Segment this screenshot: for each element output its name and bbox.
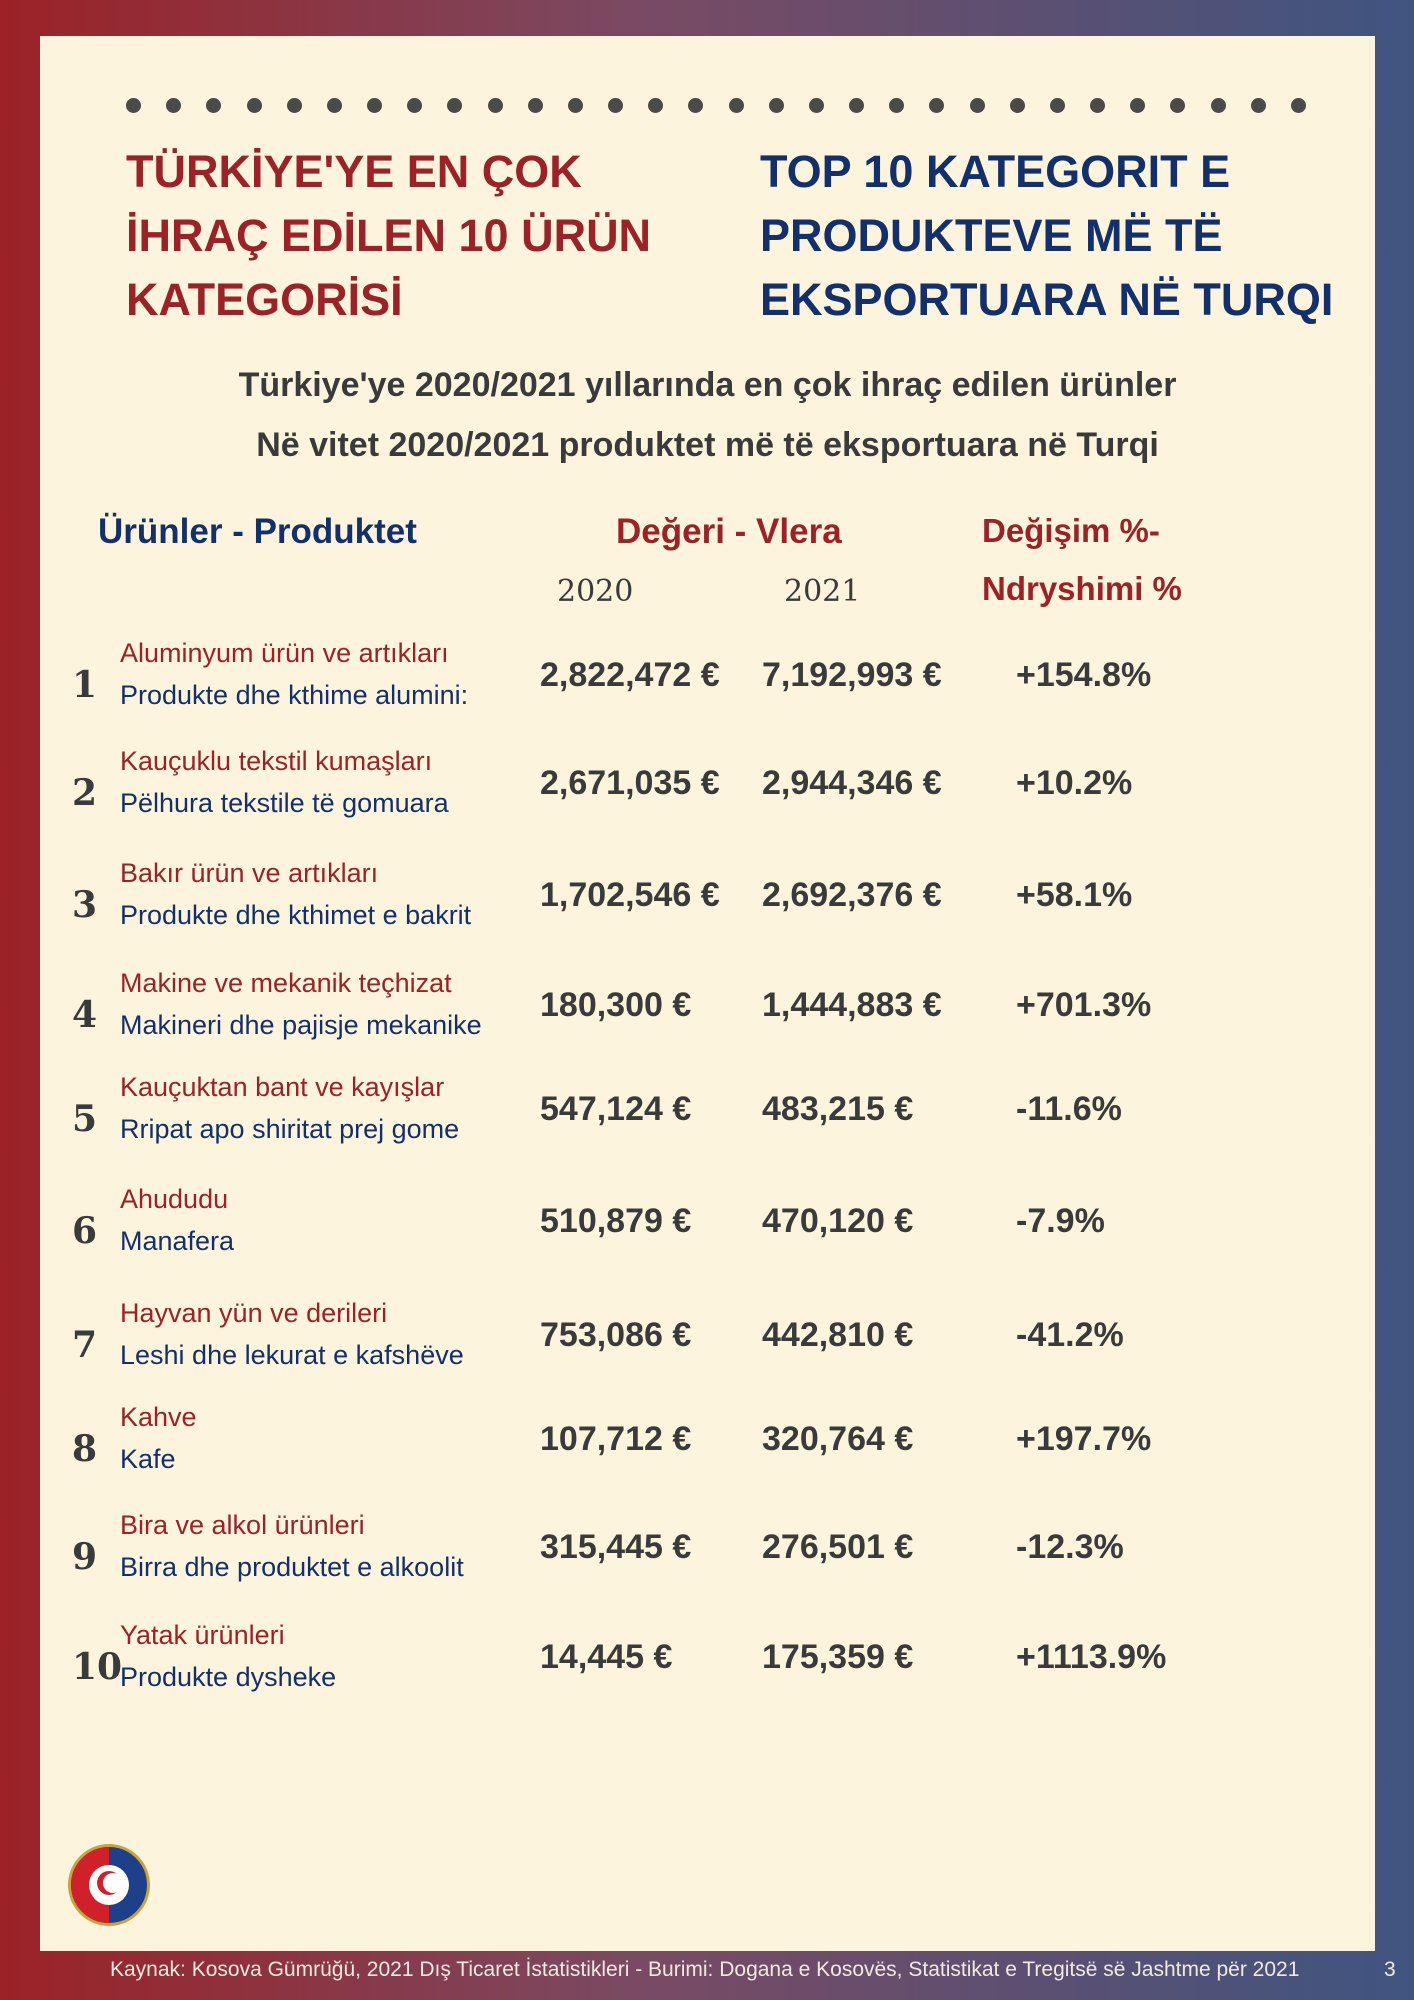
divider-dot: [688, 98, 703, 113]
divider-dot: [447, 98, 462, 113]
divider-dot: [206, 98, 221, 113]
value-2021: 1,444,883 €: [762, 986, 942, 1024]
product-name-albanian: Produkte dhe kthime alumini:: [120, 680, 469, 710]
change-percent: +10.2%: [1016, 764, 1133, 802]
table-row: [40, 1184, 1375, 1284]
header-year-2021: 2021: [784, 574, 861, 609]
value-2020: 2,671,035 €: [540, 764, 720, 802]
table-row: [40, 746, 1375, 846]
product-name-turkish: Bira ve alkol ürünleri: [120, 1510, 365, 1540]
row-number: 5: [72, 1098, 98, 1140]
change-percent: +154.8%: [1016, 656, 1152, 694]
product-name-turkish: Hayvan yün ve derileri: [120, 1298, 388, 1328]
divider-dot: [1170, 98, 1185, 113]
product-name-albanian: Makineri dhe pajisje mekanike: [120, 1010, 482, 1040]
product-name-turkish: Makine ve mekanik teçhizat: [120, 968, 452, 998]
product-name-albanian: Produkte dhe kthimet e bakrit: [120, 900, 472, 930]
header-change: [982, 502, 1182, 618]
title-turkish: TÜRKİYE'YE EN ÇOK İHRAÇ EDİLEN 10 ÜRÜN KATEGORİSİ: [126, 146, 652, 325]
divider-dot: [126, 98, 141, 113]
divider-dot: [528, 98, 543, 113]
row-number: 3: [72, 884, 98, 926]
source-footer: Kaynak: Kosova Gümrüğü, 2021 Dış Ticaret İstatistikleri - Burimi: Dogana e Kosovës, Statistikat e Tregitsë së Jashtme për 2021: [110, 1958, 1300, 1981]
subtitle-turkish: Türkiye'ye 2020/2021 yıllarında en çok ihraç edilen ürünler: [238, 366, 1177, 404]
header-value: Değeri - Vlera: [616, 512, 842, 551]
value-2020: 107,712 €: [540, 1420, 692, 1458]
table-row: [40, 1510, 1375, 1610]
row-number: 6: [72, 1210, 98, 1252]
table-row: [40, 1620, 1375, 1720]
row-number: 9: [72, 1536, 98, 1578]
product-name-turkish: Yatak ürünleri: [120, 1620, 285, 1650]
title-albanian: TOP 10 KATEGORIT E PRODUKTEVE MË TË EKSPORTUARA NË TURQI: [760, 146, 1334, 325]
header-year-2020: 2020: [557, 574, 634, 609]
divider-dot: [929, 98, 944, 113]
product-name-albanian: Manafera: [120, 1226, 235, 1256]
divider-dot: [1211, 98, 1226, 113]
divider-dot: [1251, 98, 1266, 113]
change-percent: +701.3%: [1016, 986, 1152, 1024]
table-row: [40, 858, 1375, 958]
divider-dot: [247, 98, 262, 113]
value-2020: 753,086 €: [540, 1316, 692, 1354]
divider-dot: [769, 98, 784, 113]
row-number: 2: [72, 772, 98, 814]
value-2020: 1,702,546 €: [540, 876, 720, 914]
divider-dot: [488, 98, 503, 113]
change-percent: +197.7%: [1016, 1420, 1152, 1458]
value-2021: 2,944,346 €: [762, 764, 942, 802]
product-name-turkish: Kahve: [120, 1402, 197, 1432]
row-number: 8: [72, 1428, 98, 1470]
product-name-turkish: Ahududu: [120, 1184, 229, 1214]
value-2021: 320,764 €: [762, 1420, 914, 1458]
value-2021: 2,692,376 €: [762, 876, 942, 914]
table-row: [40, 968, 1375, 1068]
divider-dot: [1010, 98, 1025, 113]
divider-dot: [166, 98, 181, 113]
product-name-albanian: Kafe: [120, 1444, 176, 1474]
change-percent: -41.2%: [1016, 1316, 1124, 1354]
header-products: Ürünler - Produktet: [98, 512, 417, 551]
row-number: 10: [72, 1646, 123, 1688]
header-change-line1: Değişim %-: [982, 512, 1160, 549]
divider-dot: [849, 98, 864, 113]
chamber-logo-icon: [68, 1844, 150, 1926]
divider-dot: [1130, 98, 1145, 113]
change-percent: -11.6%: [1016, 1090, 1122, 1128]
divider-dot: [407, 98, 422, 113]
change-percent: +1113.9%: [1016, 1638, 1167, 1676]
product-name-albanian: Produkte dysheke: [120, 1662, 337, 1692]
table-row: [40, 1402, 1375, 1502]
dot-divider: [126, 98, 1306, 113]
change-percent: +58.1%: [1016, 876, 1133, 914]
product-name-albanian: Birra dhe produktet e alkoolit: [120, 1552, 464, 1582]
change-percent: -7.9%: [1016, 1202, 1105, 1240]
value-2020: 14,445 €: [540, 1638, 673, 1676]
divider-dot: [367, 98, 382, 113]
row-number: 1: [72, 664, 98, 706]
divider-dot: [889, 98, 904, 113]
page-sheet: [40, 36, 1375, 1951]
divider-dot: [608, 98, 623, 113]
row-number: 7: [72, 1324, 98, 1366]
product-name-albanian: Rripat apo shiritat prej gome: [120, 1114, 460, 1144]
product-name-turkish: Aluminyum ürün ve artıkları: [120, 638, 449, 668]
divider-dot: [1090, 98, 1105, 113]
divider-dot: [1050, 98, 1065, 113]
value-2021: 175,359 €: [762, 1638, 914, 1676]
product-name-turkish: Bakır ürün ve artıkları: [120, 858, 379, 888]
divider-dot: [970, 98, 985, 113]
value-2021: 7,192,993 €: [762, 656, 942, 694]
value-2021: 470,120 €: [762, 1202, 914, 1240]
table-row: [40, 1072, 1375, 1172]
page-number: 3: [1384, 1958, 1396, 1981]
product-name-turkish: Kauçuklu tekstil kumaşları: [120, 746, 433, 776]
row-number: 4: [72, 994, 98, 1036]
divider-dot: [568, 98, 583, 113]
value-2020: 315,445 €: [540, 1528, 692, 1566]
value-2021: 442,810 €: [762, 1316, 914, 1354]
divider-dot: [287, 98, 302, 113]
product-name-turkish: Kauçuktan bant ve kayışlar: [120, 1072, 445, 1102]
value-2020: 547,124 €: [540, 1090, 692, 1128]
value-2020: 510,879 €: [540, 1202, 692, 1240]
change-percent: -12.3%: [1016, 1528, 1124, 1566]
value-2021: 483,215 €: [762, 1090, 914, 1128]
product-name-albanian: Leshi dhe lekurat e kafshëve: [120, 1340, 464, 1370]
product-name-albanian: Pëlhura tekstile të gomuara: [120, 788, 449, 818]
divider-dot: [648, 98, 663, 113]
table-row: [40, 1298, 1375, 1398]
subtitle-albanian: Në vitet 2020/2021 produktet më të eksportuara në Turqi: [256, 426, 1159, 464]
header-change-line2: Ndryshimi %: [982, 570, 1182, 607]
divider-dot: [327, 98, 342, 113]
table-row: [40, 638, 1375, 738]
value-2020: 180,300 €: [540, 986, 692, 1024]
divider-dot: [1291, 98, 1306, 113]
value-2021: 276,501 €: [762, 1528, 914, 1566]
divider-dot: [729, 98, 744, 113]
value-2020: 2,822,472 €: [540, 656, 720, 694]
divider-dot: [809, 98, 824, 113]
